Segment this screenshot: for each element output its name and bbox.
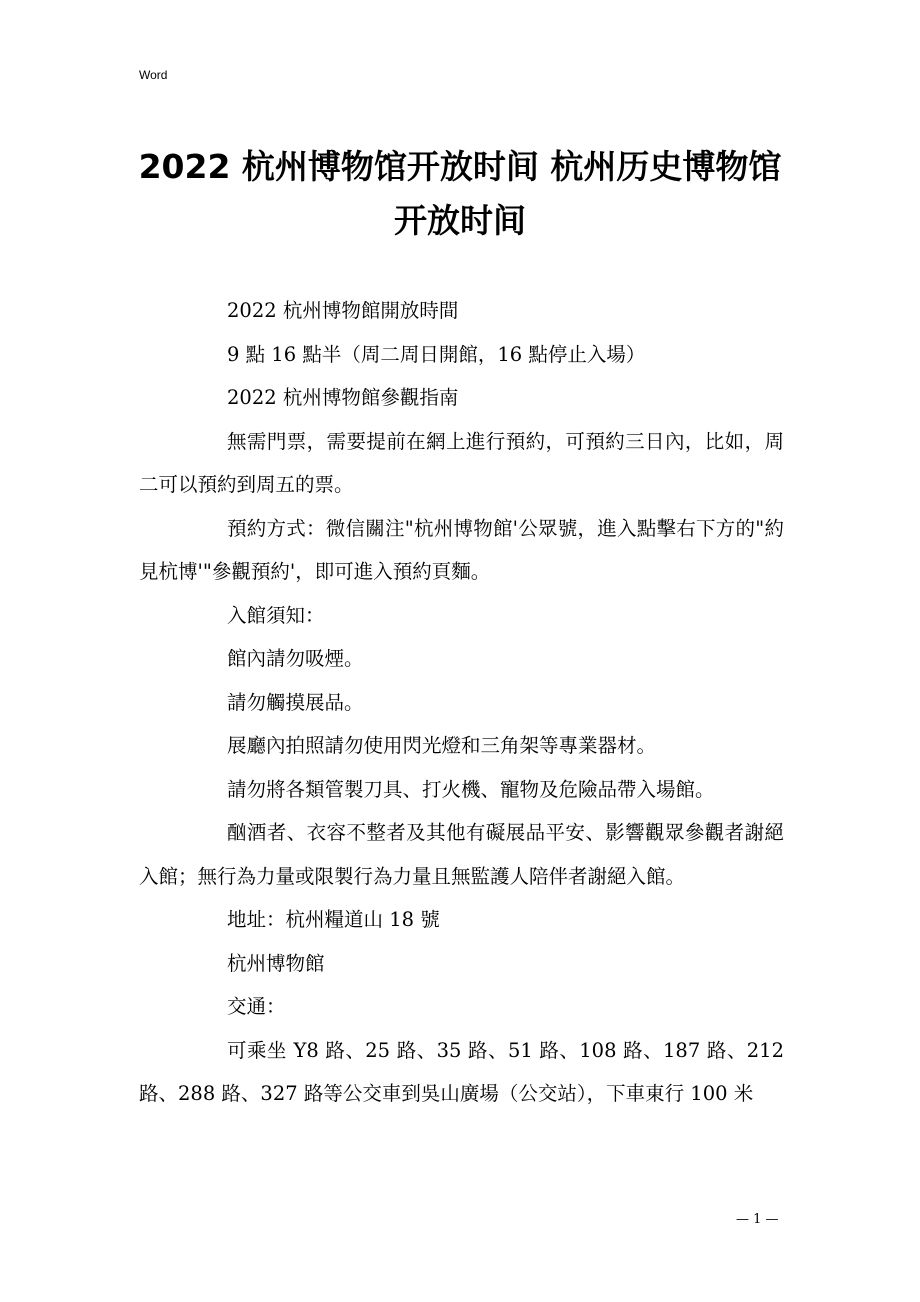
paragraph-opening-hours: 9 點 16 點半（周二周日開館，16 點停止入場） — [227, 342, 646, 366]
document-title — [120, 140, 800, 248]
paragraph-rule-items: 請勿將各類管製刀具、打火機、寵物及危險品帶入場館。 — [227, 777, 715, 801]
paragraph-rule-photo: 展廳內拍照請勿使用閃光燈和三角架等專業器材。 — [227, 734, 657, 757]
paragraph-reservation: 預約方式：微信關注"杭州博物館'公眾號，進入點擊右下方的"約見杭博'"參觀預約'，即可進入預約頁麵。 — [139, 516, 784, 583]
paragraph-transport-heading: 交通： — [227, 995, 286, 1018]
page-number: — 1 — — [736, 1212, 779, 1227]
paragraph-tickets: 無需門票，需要提前在網上進行預約，可預約三日內，比如，周二可以預約到周五的票。 — [139, 429, 784, 496]
paragraph-rule-touching: 請勿觸摸展品。 — [227, 690, 364, 714]
document-body — [139, 289, 784, 1116]
paragraph-transport: 可乘坐 Y8 路、25 路、35 路、51 路、108 路、187 路、212 路、288 路、327 路等公交車到吳山廣場（公交站），下車東行 100 米 — [139, 1038, 784, 1105]
paragraph-museum-name: 杭州博物館 — [227, 951, 325, 975]
paragraph-visit-guide-heading: 2022 杭州博物館參觀指南 — [227, 386, 459, 409]
title-line-2: 开放时间 — [394, 201, 526, 240]
title-line-1: 2022 杭州博物馆开放时间 杭州历史博物馆 — [138, 147, 782, 186]
paragraph-rule-entry: 酗酒者、衣容不整者及其他有礙展品平安、影響觀眾參觀者謝絕入館；無行為力量或限製行為力量且無監護人陪伴者謝絕入館。 — [139, 821, 784, 888]
header-label: Word — [139, 68, 168, 82]
paragraph-address: 地址：杭州糧道山 18 號 — [227, 908, 440, 931]
paragraph-rules-heading: 入館須知： — [227, 603, 325, 627]
paragraph-opening-hours-heading: 2022 杭州博物館開放時間 — [227, 299, 459, 322]
paragraph-rule-smoking: 館內請勿吸煙。 — [227, 647, 364, 670]
